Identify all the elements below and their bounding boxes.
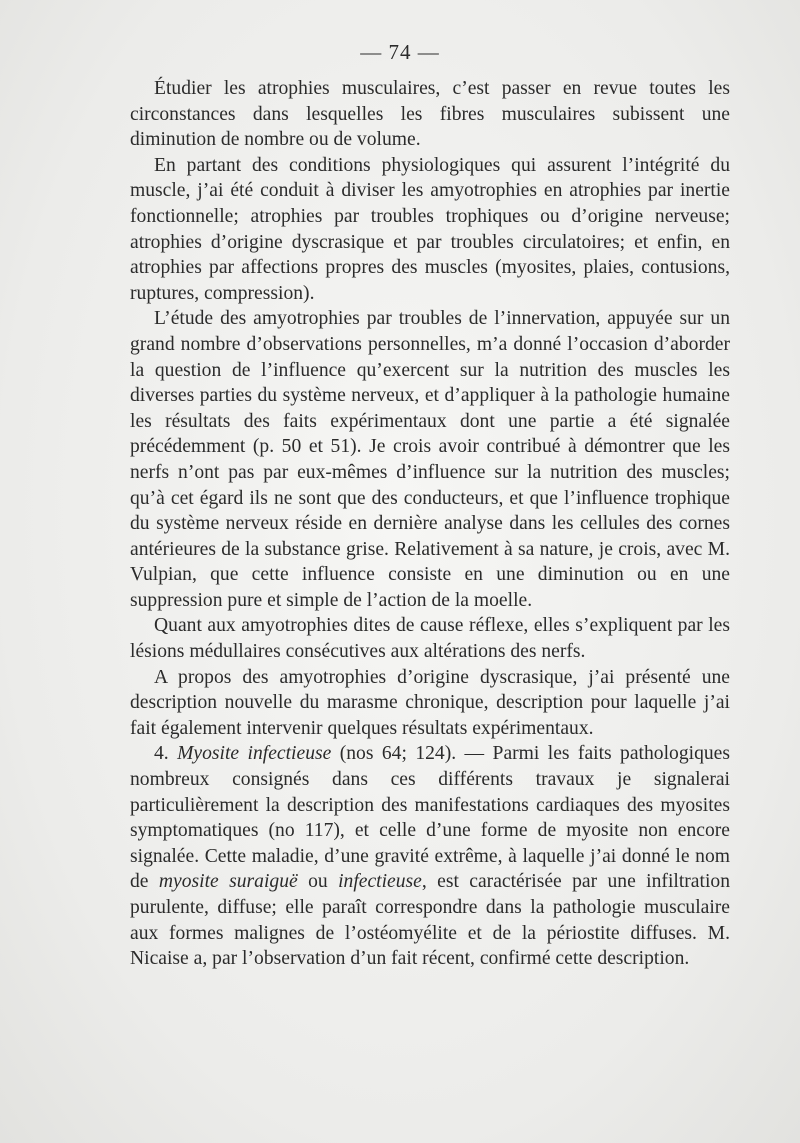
paragraph-dyscrasic: A propos des amyotrophies d’origine dyscrasique, j’ai présenté une description nouvelle du marasme chronique, description pour laquelle j’ai fait également intervenir quelques résultats expérimentaux.	[130, 666, 730, 739]
term-infectieuse: infectieuse	[338, 871, 422, 893]
paragraph-reflex: Quant aux amyotrophies dites de cause réflexe, elles s’expliquent par les lésions médullaires consécutives aux altérations des nerfs.	[130, 615, 730, 663]
term-suraigue: myosite suraiguë	[158, 871, 298, 893]
paragraph-innervation: L’étude des amyotrophies par troubles de l’innervation, appuyée sur un grand nombre d’observations personnelles, m’a donné l’occasion d’aborder la question de l’influence qu’exercent sur la nutrition des muscles les diverses parties du système nerveux, et d’appliquer à la pathologie humaine les résultats des faits expérimentaux dont une partie a été signalée précédemment (p. 50 et 51). Je crois avoir contribué à démontrer que les nerfs n’ont pas par eux-mêmes d’influence sur la nutrition des muscles; qu’à cet égard ils ne sont que des conducteurs, et que l’influence trophique du système nerveux réside en dernière analyse dans les cellules des cornes antérieures de la substance grise. Relativement à sa nature, je crois, avec M. Vulpian, que cette influence consiste en une diminution ou en une suppression pure et simple de l’action de la moelle.	[130, 308, 730, 611]
page-number: — 74 —	[360, 40, 440, 64]
section-text-c: , est caractérisée par une infiltration purulente, diffuse; elle paraît correspondre dans la pathologie musculaire aux formes malignes de l’ostéomyélite et de la périostite diffuses. M. Nicaise a, par l’observation d’un fait récent, confirmé cette description.	[130, 871, 730, 970]
paragraph-myosite	[130, 741, 730, 971]
section-number: 4.	[154, 743, 169, 765]
section-text-b: ou	[297, 871, 339, 893]
paragraph-intro: Étudier les atrophies musculaires, c’est passer en revue toutes les circonstances dans lesquelles les fibres musculaires subissent une diminution de nombre ou de volume.	[130, 78, 730, 151]
section-text-a: (nos 64; 124). — Parmi les faits pathologiques nombreux consignés dans ces différents travaux je signalerai particulièrement la description des manifestations cardiaques des myosites symptomatiques (no 117), et celle d’une forme de myosite non encore signalée. Cette maladie, d’une gravité extrême, à laquelle j’ai donné le nom de	[130, 743, 730, 893]
section-title: Myosite infectieuse	[177, 743, 332, 765]
body-text	[130, 76, 730, 972]
paragraph-classification: En partant des conditions physiologiques qui assurent l’intégrité du muscle, j’ai été conduit à diviser les amyotrophies en atrophies par inertie fonctionnelle; atrophies par troubles trophiques ou d’origine nerveuse; atrophies d’origine dyscrasique et par troubles circulatoires; et enfin, en atrophies par affections propres des muscles (myosites, plaies, contusions, ruptures, compression).	[130, 154, 730, 304]
